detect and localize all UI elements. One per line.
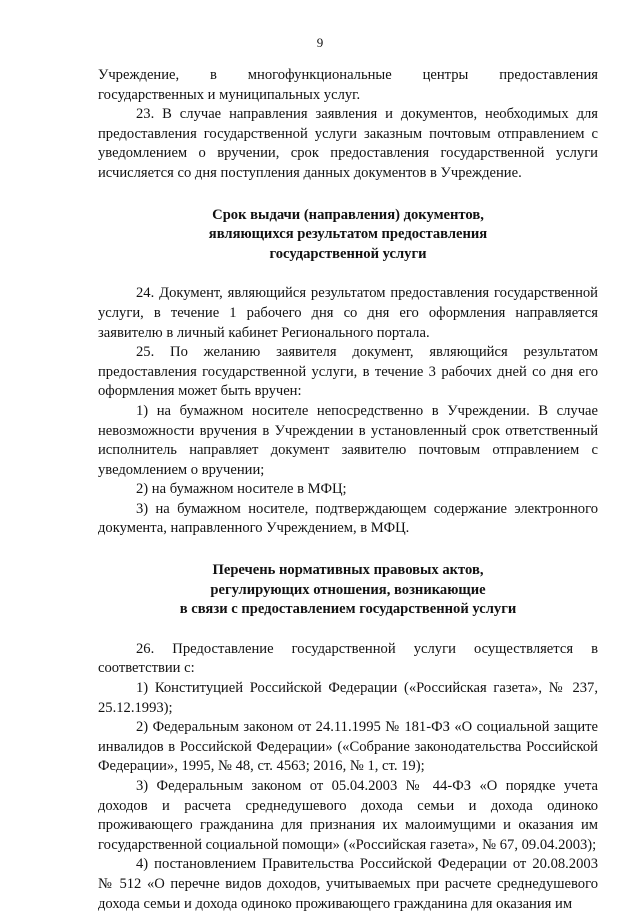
document-body xyxy=(98,66,598,914)
section-heading-line: в связи с предоставлением государственной услуги xyxy=(179,601,517,618)
paragraph: 2) Федеральным законом от 24.11.1995 № 181-ФЗ «О социальной защите инвалидов в Российской Федерации» («Собрание законодательства Российской Федерации», 1995, № 48, ст. 4563; 2016, № 1, ст. 19); xyxy=(98,719,598,775)
paragraph: 24. Документ, являющийся результатом предоставления государственной услуги, в течение 1 рабочего дня со дня его оформления направляется заявителю в личный кабинет Регионального портала. xyxy=(98,285,598,341)
spacer xyxy=(98,620,598,640)
paragraph: 26. Предоставление государственной услуги осуществляется в соответствии с: xyxy=(98,640,598,677)
section-heading-line: являющихся результатом предоставления xyxy=(208,226,488,243)
spacer xyxy=(98,264,598,284)
paragraph: 2) на бумажном носителе в МФЦ; xyxy=(136,481,347,498)
section-heading xyxy=(98,561,598,620)
page-number: 9 xyxy=(316,35,324,50)
spacer xyxy=(98,539,598,561)
section-heading-line: Перечень нормативных правовых актов, xyxy=(212,562,484,579)
paragraph: Учреждение, в многофункциональные центры предоставления государственных и муниципальных услуг. xyxy=(98,67,598,103)
paragraph: 1) Конституцией Российской Федерации («Российская газета», № 237, 25.12.1993); xyxy=(98,680,598,716)
paragraph: 3) Федеральным законом от 05.04.2003 № 44-ФЗ «О порядке учета доходов и расчета среднедушевого дохода семьи и дохода одиноко проживающего гражданина для признания их малоимущими и оказания им государственной социальной помощи» («Российская газета», № 67, 09.04.2003); xyxy=(98,778,598,853)
paragraph: 1) на бумажном носителе непосредственно в Учреждении. В случае невозможности вручения в Учреждении в установленный срок ответственный исполнитель направляет документ заявителю почтовым отправлением с уведомлением о вручении; xyxy=(98,402,598,478)
paragraph: 23. В случае направления заявления и документов, необходимых для предоставления государственной услуги заказным почтовым отправлением с уведомлением о вручении, срок предоставления государственной услуги исчисляется со дня поступления данных документов в Учреждение. xyxy=(98,106,598,181)
section-heading-line: Срок выдачи (направления) документов, xyxy=(212,206,484,223)
paragraph: 4) постановлением Правительства Российской Федерации от 20.08.2003 № 512 «О перечне видов доходов, учитываемых при расчете среднедушевого дохода семьи и дохода одиноко проживающего гражданина для оказания им xyxy=(98,856,598,912)
paragraph: 25. По желанию заявителя документ, являющийся результатом предоставления государственной услуги, в течение 3 рабочих дней со дня его оформления может быть вручен: xyxy=(98,344,598,400)
spacer xyxy=(98,184,598,206)
section-heading xyxy=(98,206,598,265)
section-heading-line: регулирующих отношения, возникающие xyxy=(210,581,486,598)
section-heading-line: государственной услуги xyxy=(269,245,427,262)
paragraph: 3) на бумажном носителе, подтверждающем содержание электронного документа, направленного Учреждением, в МФЦ. xyxy=(98,500,598,537)
